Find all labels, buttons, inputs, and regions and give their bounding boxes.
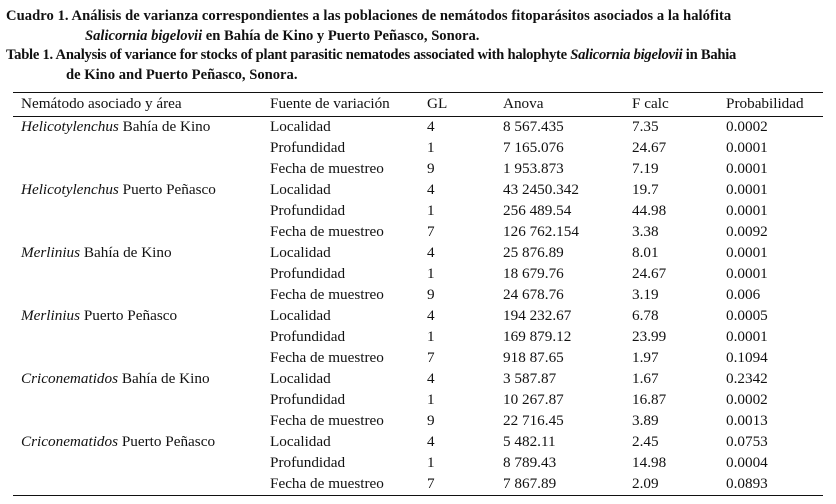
cell-fcalc: 2.45 xyxy=(632,433,659,450)
sampling-area: Bahía de Kino xyxy=(80,244,172,261)
cell-anova: 918 87.65 xyxy=(503,349,564,366)
cell-anova: 8 567.435 xyxy=(503,118,564,135)
cell-anova: 43 2450.342 xyxy=(503,181,579,198)
cell-fcalc: 3.89 xyxy=(632,412,659,429)
cell-gl: 7 xyxy=(427,475,435,492)
cell-gl: 1 xyxy=(427,139,435,156)
cell-anova: 7 165.076 xyxy=(503,139,564,156)
cell-prob: 0.0753 xyxy=(726,433,768,450)
sampling-area: Bahía de Kino xyxy=(118,370,210,387)
cell-gl: 1 xyxy=(427,454,435,471)
cell-fuente: Profundidad xyxy=(270,139,346,156)
sampling-area: Puerto Peñasco xyxy=(118,433,216,450)
table-header-rule xyxy=(13,116,823,117)
cell-anova: 169 879.12 xyxy=(503,328,572,345)
cell-fuente: Fecha de muestreo xyxy=(270,223,384,240)
caption-en-line2: de Kino and Puerto Peñasco, Sonora. xyxy=(66,67,298,83)
cell-anova: 5 482.11 xyxy=(503,433,556,450)
cell-fcalc: 7.35 xyxy=(632,118,659,135)
cell-fcalc: 23.99 xyxy=(632,328,667,345)
cell-anova: 25 876.89 xyxy=(503,244,564,261)
cell-gl: 7 xyxy=(427,349,435,366)
sampling-area: Puerto Peñasco xyxy=(80,307,178,324)
cell-fuente: Profundidad xyxy=(270,328,346,345)
cell-gl: 7 xyxy=(427,223,435,240)
cell-gl: 4 xyxy=(427,118,435,135)
nematode-genus: Helicotylenchus xyxy=(21,181,119,198)
cell-anova: 10 267.87 xyxy=(503,391,564,408)
group-label xyxy=(21,307,177,325)
cell-gl: 9 xyxy=(427,286,435,303)
caption-es-line1: Cuadro 1. Análisis de varianza correspondientes a las poblaciones de nemátodos fitoparásitos asociados a la halófita xyxy=(6,8,732,24)
cell-anova: 7 867.89 xyxy=(503,475,557,492)
cell-prob: 0.0002 xyxy=(726,118,768,135)
cell-fcalc: 14.98 xyxy=(632,454,667,471)
cell-anova: 256 489.54 xyxy=(503,202,572,219)
cell-fcalc: 3.38 xyxy=(632,223,659,240)
cell-fcalc: 6.78 xyxy=(632,307,659,324)
cell-gl: 9 xyxy=(427,160,435,177)
cell-gl: 1 xyxy=(427,328,435,345)
sampling-area: Puerto Peñasco xyxy=(118,181,216,198)
cell-gl: 1 xyxy=(427,202,435,219)
header-probabilidad: Probabilidad xyxy=(726,95,804,112)
group-label xyxy=(21,244,172,262)
cell-anova: 194 232.67 xyxy=(503,307,572,324)
cell-fcalc: 44.98 xyxy=(632,202,667,219)
cell-prob: 0.0002 xyxy=(726,391,768,408)
cell-fuente: Localidad xyxy=(270,370,331,387)
nematode-genus: Criconematidos xyxy=(21,370,119,387)
cell-prob: 0.2342 xyxy=(726,370,768,387)
cell-gl: 1 xyxy=(427,391,435,408)
cell-prob: 0.0001 xyxy=(726,139,768,156)
cell-prob: 0.0001 xyxy=(726,202,768,219)
cell-anova: 3 587.87 xyxy=(503,370,557,387)
cell-fuente: Localidad xyxy=(270,181,331,198)
cell-fcalc: 8.01 xyxy=(632,244,659,261)
cell-fuente: Localidad xyxy=(270,244,331,261)
cell-prob: 0.0001 xyxy=(726,160,768,177)
cell-fcalc: 7.19 xyxy=(632,160,659,177)
cell-fcalc: 1.67 xyxy=(632,370,659,387)
cell-gl: 4 xyxy=(427,433,435,450)
cell-anova: 22 716.45 xyxy=(503,412,564,429)
cell-fuente: Profundidad xyxy=(270,202,346,219)
table-bottom-rule xyxy=(13,495,823,496)
cell-gl: 4 xyxy=(427,307,435,324)
cell-anova: 8 789.43 xyxy=(503,454,557,471)
cell-fcalc: 24.67 xyxy=(632,265,667,282)
caption-es-line2 xyxy=(85,27,479,46)
cell-gl: 4 xyxy=(427,244,435,261)
nematode-genus: Merlinius xyxy=(21,244,81,261)
group-label xyxy=(21,118,210,136)
cell-fuente: Profundidad xyxy=(270,391,346,408)
cell-gl: 1 xyxy=(427,265,435,282)
group-label xyxy=(21,433,215,451)
cell-fcalc: 24.67 xyxy=(632,139,667,156)
cell-gl: 4 xyxy=(427,181,435,198)
caption-es-species: Salicornia bigelovii xyxy=(85,28,203,44)
cell-fuente: Fecha de muestreo xyxy=(270,160,384,177)
cell-anova: 24 678.76 xyxy=(503,286,564,303)
header-nematodo: Nemátodo asociado y área xyxy=(21,95,182,112)
group-label xyxy=(21,181,216,199)
nematode-genus: Merlinius xyxy=(21,307,81,324)
cell-fcalc: 19.7 xyxy=(632,181,659,198)
cell-prob: 0.0092 xyxy=(726,223,768,240)
caption-en-end: in Bahia xyxy=(682,47,737,63)
cell-prob: 0.1094 xyxy=(726,349,768,366)
cell-anova: 1 953.873 xyxy=(503,160,564,177)
caption-en-line1 xyxy=(6,46,736,65)
cell-prob: 0.0001 xyxy=(726,181,768,198)
caption-en-start: Table 1. Analysis of variance for stocks of plant parasitic nematodes associated with halophyte xyxy=(6,47,571,63)
cell-fcalc: 16.87 xyxy=(632,391,667,408)
header-fcalc: F calc xyxy=(632,95,669,112)
header-gl: GL xyxy=(427,95,448,112)
table-top-rule xyxy=(13,92,823,93)
header-anova: Anova xyxy=(503,95,544,112)
cell-fuente: Profundidad xyxy=(270,265,346,282)
cell-prob: 0.0001 xyxy=(726,265,768,282)
group-label xyxy=(21,370,210,388)
sampling-area: Bahía de Kino xyxy=(118,118,211,135)
cell-fuente: Fecha de muestreo xyxy=(270,349,384,366)
cell-gl: 9 xyxy=(427,412,435,429)
cell-fcalc: 3.19 xyxy=(632,286,659,303)
cell-prob: 0.0001 xyxy=(726,244,768,261)
cell-prob: 0.0004 xyxy=(726,454,768,471)
cell-fuente: Localidad xyxy=(270,118,331,135)
cell-fcalc: 1.97 xyxy=(632,349,659,366)
cell-fuente: Fecha de muestreo xyxy=(270,286,384,303)
cell-fuente: Fecha de muestreo xyxy=(270,412,384,429)
cell-prob: 0.0013 xyxy=(726,412,768,429)
nematode-genus: Criconematidos xyxy=(21,433,119,450)
cell-anova: 126 762.154 xyxy=(503,223,579,240)
nematode-genus: Helicotylenchus xyxy=(21,118,119,135)
caption-en-species: Salicornia bigelovii xyxy=(570,47,683,63)
cell-gl: 4 xyxy=(427,370,435,387)
cell-fuente: Localidad xyxy=(270,433,331,450)
cell-prob: 0.006 xyxy=(726,286,761,303)
cell-fuente: Fecha de muestreo xyxy=(270,475,384,492)
cell-anova: 18 679.76 xyxy=(503,265,564,282)
caption-es-line2-rest: en Bahía de Kino y Puerto Peñasco, Sonora. xyxy=(202,28,480,44)
cell-fuente: Localidad xyxy=(270,307,331,324)
cell-prob: 0.0893 xyxy=(726,475,768,492)
cell-prob: 0.0001 xyxy=(726,328,768,345)
header-fuente: Fuente de variación xyxy=(270,95,390,112)
cell-fuente: Profundidad xyxy=(270,454,346,471)
cell-prob: 0.0005 xyxy=(726,307,768,324)
cell-fcalc: 2.09 xyxy=(632,475,659,492)
